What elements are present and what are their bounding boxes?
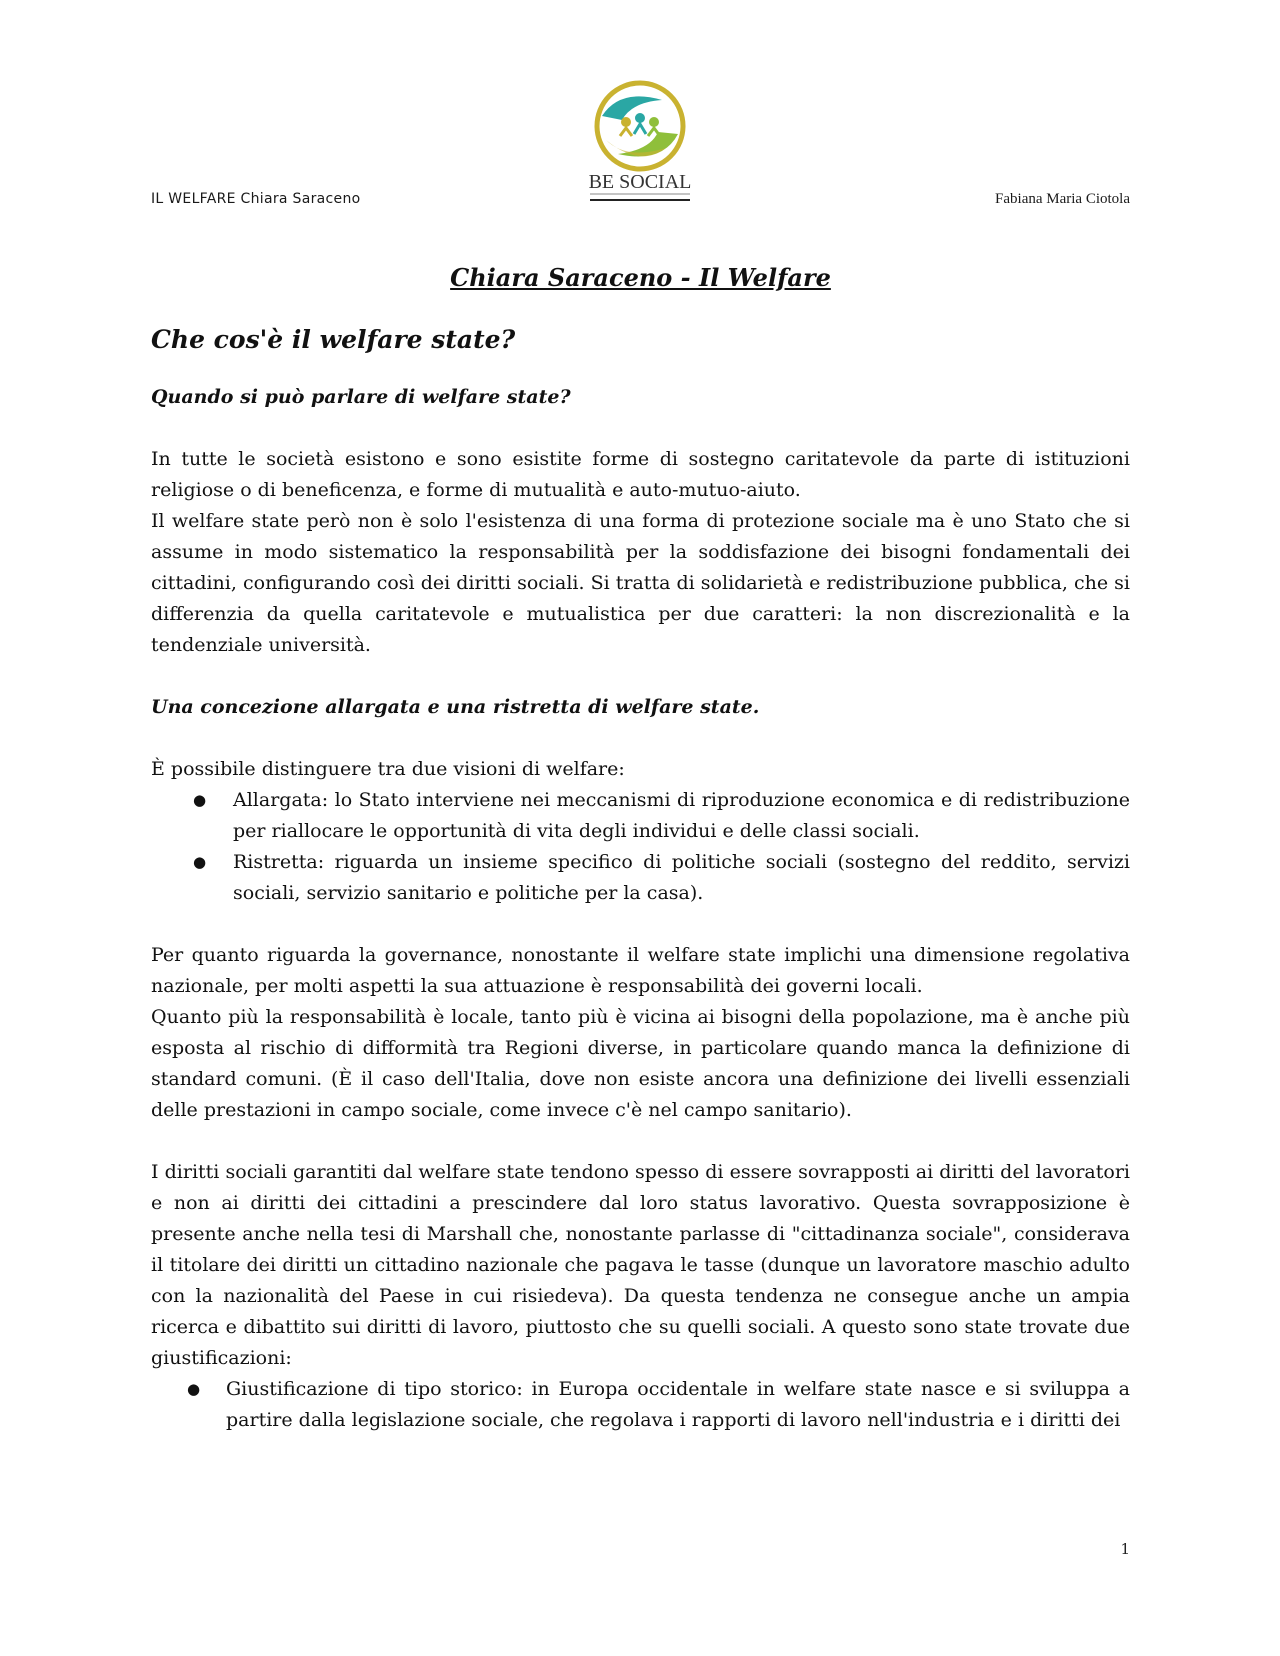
- bullet-list: [151, 785, 1130, 909]
- list-item: [151, 1374, 1130, 1436]
- paragraph: Per quanto riguarda la governance, nonostante il welfare state implichi una dimensione regolativa nazionale, per molti aspetti la sua attuazione è responsabilità dei governi locali.: [151, 944, 1130, 997]
- list-item-text: Allargata: lo Stato interviene nei meccanismi di riproduzione economica e di redistribuzione per riallocare le opportunità di vita degli individui e delle classi sociali.: [233, 789, 1130, 842]
- page-number: 1: [1120, 1540, 1130, 1558]
- paragraph: Il welfare state però non è solo l'esistenza di una forma di protezione sociale ma è uno Stato che si assume in modo sistematico la responsabilità per la soddisfazione dei bisogni fondamentali dei cittadini, configurando così dei diritti sociali. Si tratta di solidarietà e redistribuzione pubblica, che si differenzia da quella caritatevole e mutualistica per due caratteri: la non discrezionalità e la tendenziale università.: [151, 510, 1130, 656]
- document-title: Chiara Saraceno - Il Welfare: [450, 263, 831, 292]
- paragraph: È possibile distinguere tra due visioni di welfare:: [151, 758, 625, 780]
- section-heading: Che cos'è il welfare state?: [151, 325, 516, 354]
- header-right-text: Fabiana Maria Ciotola: [995, 191, 1130, 207]
- document-body: [151, 262, 1130, 1436]
- list-item-text: Ristretta: riguarda un insieme specifico di politiche sociali (sostegno del reddito, servizi sociali, servizio sanitario e politiche per la casa).: [233, 851, 1130, 904]
- paragraph: In tutte le società esistono e sono esistite forme di sostegno caritatevole da parte di istituzioni religiose o di beneficenza, e forme di mutualità e auto-mutuo-aiuto.: [151, 448, 1130, 501]
- bullet-icon: ●: [193, 853, 207, 871]
- subheading-conception: Una concezione allargata e una ristretta di welfare state.: [151, 696, 760, 718]
- subheading-when: Quando si può parlare di welfare state?: [151, 386, 571, 408]
- paragraph: Quanto più la responsabilità è locale, tanto più è vicina ai bisogni della popolazione, ma è anche più esposta al rischio di difformità tra Regioni diverse, in particolare quando manca la definizione di standard comuni. (È il caso dell'Italia, dove non esiste ancora una definizione dei livelli essenziali delle prestazioni in campo sociale, come invece c'è nel campo sanitario).: [151, 1006, 1130, 1121]
- bullet-icon: ●: [187, 1380, 201, 1398]
- svg-text:BE SOCIAL: BE SOCIAL: [588, 171, 692, 193]
- list-item: [151, 847, 1130, 909]
- bullet-list: [151, 1374, 1130, 1436]
- bullet-icon: ●: [193, 791, 207, 809]
- list-item: [151, 785, 1130, 847]
- paragraph: I diritti sociali garantiti dal welfare state tendono spesso di essere sovrapposti ai diritti del lavoratori e non ai diritti dei cittadini a prescindere dal loro status lavorativo. Questa sovrapposizione è presente anche nella tesi di Marshall che, nonostante parlasse di "cittadinanza sociale", considerava il titolare dei diritti un cittadino nazionale che pagava le tasse (dunque un lavoratore maschio adulto con la nazionalità del Paese in cui risiedeva). Da questa tendenza ne consegue anche un ampia ricerca e dibattito sui diritti di lavoro, piuttosto che su quelli sociali. A questo sono state trovate due giustificazioni:: [151, 1161, 1130, 1369]
- header-left-text: IL WELFARE Chiara Saraceno: [151, 191, 361, 207]
- list-item-text: Giustificazione di tipo storico: in Europa occidentale in welfare state nasce e si sviluppa a partire dalla legislazione sociale, che regolava i rapporti di lavoro nell'industria e i diritti dei: [226, 1378, 1130, 1431]
- be-social-logo: [570, 76, 710, 214]
